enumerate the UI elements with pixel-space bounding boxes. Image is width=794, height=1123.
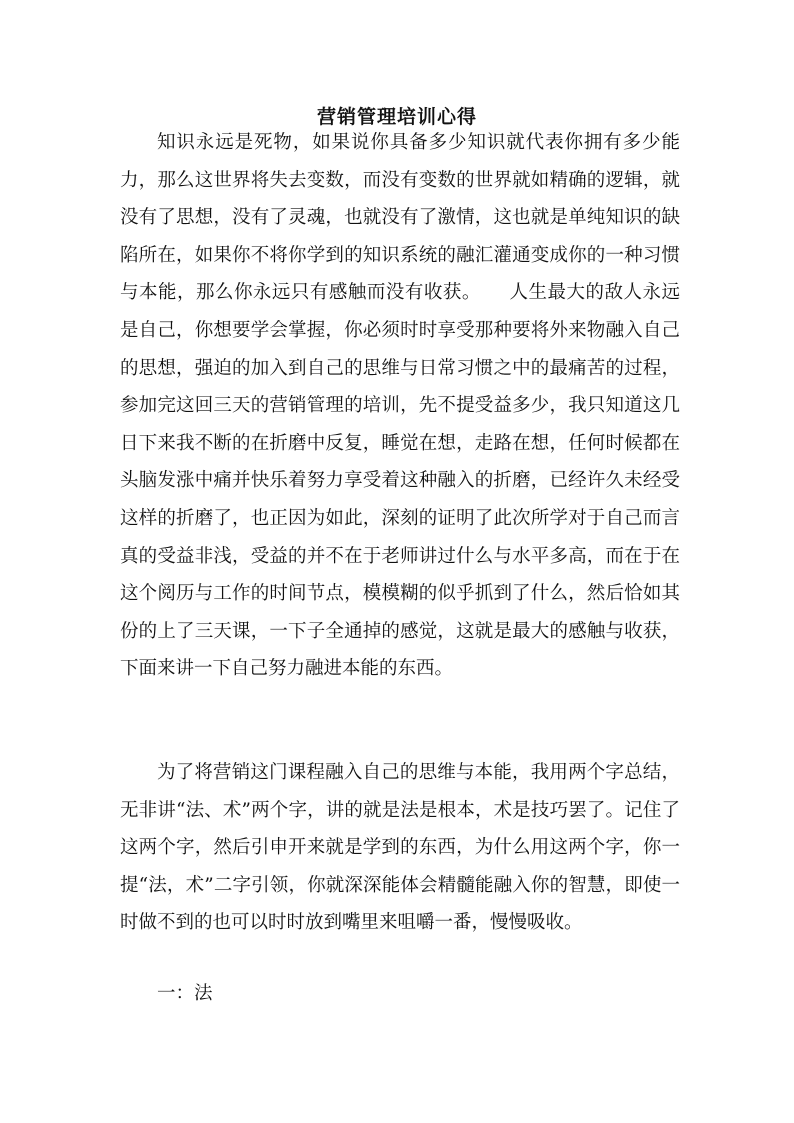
section-heading: 一：法 xyxy=(157,983,213,1004)
paragraph-2: 为了将营销这门课程融入自己的思维与本能，我用两个字总结，无非讲“法、术”两个字，讲的就是法是根本，术是技巧罢了。记住了这两个字，然后引申开来就是学到的东西，为什么用这两个字，你一提“法，术”二字引领，你就深深能体会精髓能融入你的智慧，即使一时做不到的也可以时时放到嘴里来咀嚼一番，慢慢吸收。 xyxy=(120,762,680,934)
document-title: 营销管理培训心得 xyxy=(316,106,477,128)
paragraph-1: 知识永远是死物，如果说你具备多少知识就代表你拥有多少能力，那么这世界将失去变数，而没有变数的世界就如精确的逻辑，就没有了思想，没有了灵魂，也就没有了激情，这也就是单纯知识的缺陷所在，如果你不将你学到的知识系统的融汇灌通变成你的一种习惯与本能，那么你永远只有感触而没有收获。 人生最大的敌人永远是自己，你想要学会掌握，你必须时时享受那种要将外来物融入自己的思想，强迫的加入到自己的思维与日常习惯之中的最痛苦的过程，参加完这回三天的营销管理的培训，先不提受益多少，我只知道这几日下来我不断的在折磨中反复，睡觉在想，走路在想，任何时候都在头脑发涨中痛并快乐着努力享受着这种融入的折磨，已经许久未经受这样的折磨了，也正因为如此，深刻的证明了此次所学对于自己而言真的受益非浅，受益的并不在于老师讲过什么与水平多高，而在于在这个阅历与工作的时间节点，模模糊的似乎抓到了什么，然后恰如其份的上了三天课，一下子全通掉的感觉，这就是最大的感触与收获，下面来讲一下自己努力融进本能的东西。 xyxy=(120,132,680,680)
